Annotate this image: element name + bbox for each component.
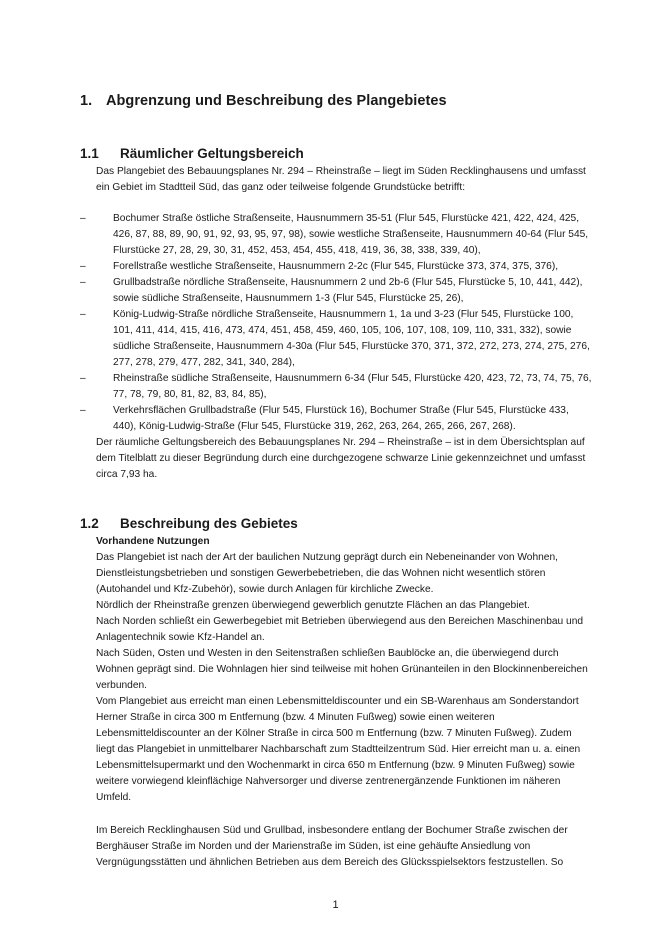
text-line: Nach Süden, Osten und Westen in den Seitenstraßen schließen Baublöcke an, die überwiegend durch: [96, 648, 559, 659]
list-item: [80, 211, 600, 259]
description-paragraph: [96, 534, 596, 806]
text-line: Lebensmittelsupermarkt und den Wochenmarkt in circa 650 m Entfernung (bzw. 9 Minuten Fußweg) sowie: [96, 760, 575, 771]
text-line: Berghäuser Straße im Norden und der Marienstraße im Süden, ist eine gehäufte Ansiedlung von: [96, 841, 531, 852]
text-line: Wohnen geprägt sind. Die Wohnlagen hier sind teilweise mit hohen Grünanteilen in den Blockinnenbereichen: [96, 664, 588, 675]
text-line: 426, 87, 88, 89, 90, 91, 92, 93, 95, 97, 98), sowie westliche Straßenseite, Hausnummern 40-64 (Flur 545,: [113, 229, 589, 240]
text-line: (Autohandel und Kfz-Zubehör), sowie durch Anlagen für kirchliche Zwecke.: [96, 584, 434, 595]
list-item: [80, 371, 600, 403]
text-line: sowie südliche Straßenseite, Hausnummern 1-3 (Flur 545, Flurstücke 25, 26),: [113, 293, 464, 304]
section-number: 1.: [80, 93, 93, 109]
text-line: Das Plangebiet ist nach der Art der baulichen Nutzung geprägt durch ein Nebeneinander von Wohnen,: [96, 552, 558, 563]
dash-bullet: –: [80, 261, 86, 272]
text-line: Im Bereich Recklinghausen Süd und Grullbad, insbesondere entlang der Bochumer Straße zwischen der: [96, 825, 568, 836]
text-line: weitere vorwiegend kleinflächige Nahversorger und diverse zentrenergänzende Funktionen im näheren: [96, 776, 561, 787]
dash-bullet: –: [80, 309, 86, 320]
parcel-list: [80, 211, 600, 435]
text-line: Umfeld.: [96, 792, 132, 803]
list-item: [80, 307, 600, 371]
dash-bullet: –: [80, 405, 86, 416]
page-number: 1: [332, 899, 339, 911]
dash-bullet: –: [80, 373, 86, 384]
text-line: 101, 411, 414, 415, 416, 473, 474, 451, 458, 459, 460, 105, 106, 107, 108, 109, 110, 331, 332), sowie: [113, 325, 572, 336]
text-line: Lebensmitteldiscounter an der Kölner Straße in circa 500 m Entfernung (bzw. 7 Minuten Fußweg). Zudem: [96, 728, 572, 739]
text-line: Verkehrsflächen Grullbadstraße (Flur 545, Flurstück 16), Bochumer Straße (Flur 545, Flurstücke 433,: [113, 405, 569, 416]
subheading: Vorhandene Nutzungen: [96, 536, 210, 547]
list-item: [80, 403, 600, 435]
text-line: Dienstleistungsbetrieben und sonstigen Gewerbebetrieben, die das Wohnen nicht wesentlich stören: [96, 568, 546, 579]
section-title: Räumlicher Geltungsbereich: [120, 146, 304, 161]
text-line: 77, 78, 79, 80, 81, 82, 83, 84, 85),: [113, 389, 267, 400]
text-line: liegt das Plangebiet in unmittelbarer Nachbarschaft zum Stadtteilzentrum Süd. Hier erreicht man u. a. einen: [96, 744, 581, 755]
text-line: ein Gebiet im Stadtteil Süd, das ganz oder teilweise folgende Grundstücke betrifft:: [96, 182, 466, 193]
text-line: Anlagentechnik sowie Kfz-Handel an.: [96, 632, 265, 643]
text-line: verbunden.: [96, 680, 147, 691]
text-line: Das Plangebiet des Bebauungsplanes Nr. 294 – Rheinstraße – liegt im Süden Recklinghausens und umfasst: [96, 166, 586, 177]
text-line: Forellstraße westliche Straßenseite, Hausnummern 2-2c (Flur 545, Flurstücke 373, 374, 375, 376),: [113, 261, 559, 272]
text-line: Grullbadstraße nördliche Straßenseite, Hausnummern 2 und 2b-6 (Flur 545, Flurstücke 5, 10, 441, 442),: [113, 277, 583, 288]
text-line: Herner Straße in circa 300 m Entfernung (bzw. 4 Minuten Fußweg) sowie einen weiteren: [96, 712, 495, 723]
dash-bullet: –: [80, 213, 86, 224]
text-line: Nördlich der Rheinstraße grenzen überwiegend gewerblich genutzte Flächen an das Plangebiet.: [96, 600, 530, 611]
section-title: Abgrenzung und Beschreibung des Plangebietes: [106, 93, 447, 109]
text-line: circa 7,93 ha.: [96, 469, 158, 480]
section-heading-1-1: [80, 146, 304, 161]
text-line: dem Titelblatt zu dieser Begründung durch eine durchgezogene schwarze Linie gekennzeichnet und umfasst: [96, 453, 586, 464]
text-line: südliche Straßenseite, Hausnummern 4-30a (Flur 545, Flurstücke 370, 371, 372, 272, 273, 274, 275, 276,: [113, 341, 590, 352]
text-line: 277, 278, 279, 477, 282, 341, 340, 284),: [113, 357, 295, 368]
section-number: 1.1: [80, 146, 99, 161]
text-line: Vom Plangebiet aus erreicht man einen Lebensmitteldiscounter und ein SB-Warenhaus am Sonderstandort: [96, 696, 579, 707]
text-line: König-Ludwig-Straße nördliche Straßenseite, Hausnummern 1, 1a und 3-23 (Flur 545, Flurstücke 100,: [113, 309, 574, 320]
text-line: Rheinstraße südliche Straßenseite, Hausnummern 6-34 (Flur 545, Flurstücke 420, 423, 72, 73, 74, 75, 76,: [113, 373, 592, 384]
section-title: Beschreibung des Gebietes: [120, 516, 298, 531]
text-line: Der räumliche Geltungsbereich des Bebauungsplanes Nr. 294 – Rheinstraße – ist in dem Übersichtsplan auf: [96, 437, 585, 448]
section-heading-1: [80, 93, 447, 109]
text-line: 440), König-Ludwig-Straße (Flur 545, Flurstücke 319, 262, 263, 264, 265, 266, 267, 268).: [113, 421, 516, 432]
intro-paragraph: [96, 164, 596, 196]
text-line: Flurstücke 27, 28, 29, 30, 31, 452, 453, 454, 455, 418, 419, 36, 38, 338, 339, 40),: [113, 245, 481, 256]
gaming-paragraph: [96, 823, 596, 871]
section-heading-1-2: [80, 516, 298, 531]
list-item: [80, 275, 600, 307]
section-number: 1.2: [80, 516, 99, 531]
list-item: [80, 259, 600, 275]
dash-bullet: –: [80, 277, 86, 288]
text-line: Nach Norden schließt ein Gewerbegebiet mit Betrieben überwiegend aus den Bereichen Maschinenbau und: [96, 616, 584, 627]
text-line: Vergnügungsstätten und ähnlichen Betrieben aus dem Bereich des Glücksspielsektors festzustellen. So: [96, 857, 564, 868]
closing-paragraph: [96, 435, 596, 483]
text-line: Bochumer Straße östliche Straßenseite, Hausnummern 35-51 (Flur 545, Flurstücke 421, 422, 424, 425,: [113, 213, 580, 224]
